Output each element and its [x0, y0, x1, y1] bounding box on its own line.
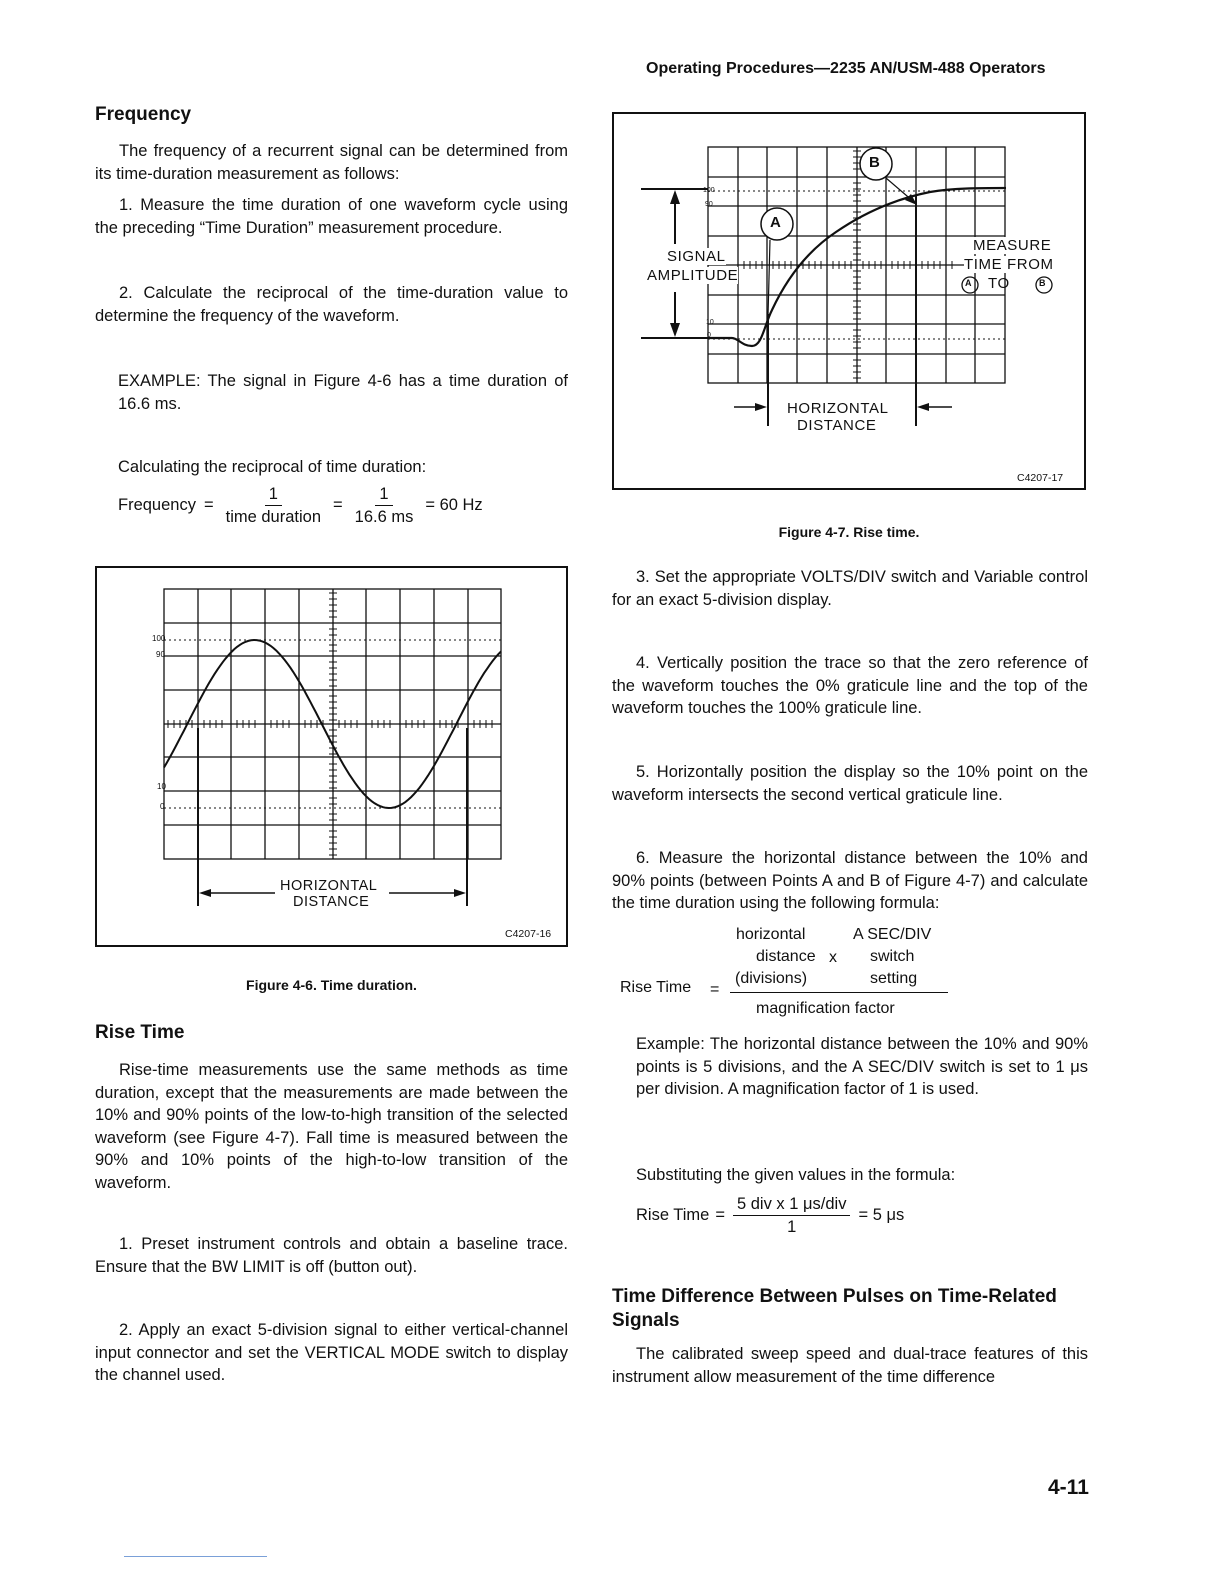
fig7-label-100: 100 — [703, 187, 715, 194]
subst-fraction — [733, 1194, 850, 1237]
figure-4-6 — [95, 566, 568, 947]
subst-den: 1 — [787, 1218, 797, 1236]
frequency-step-1: 1. Measure the time duration of one waveform cycle using the preceding “Time Duration” measurement procedure. — [95, 196, 568, 237]
frequency-intro: The frequency of a recurrent signal can be determined from its time-duration measurement as follows: — [95, 142, 568, 183]
fraction-1-den: time duration — [225, 508, 321, 526]
figure-4-7-caption: Figure 4-7. Rise time. — [778, 524, 920, 540]
rise-step-6: 6. Measure the horizontal distance between the 10% and 90% points (between Points A and B of Figure 4-7) and calculate the time duration using the following formula: — [612, 849, 1088, 912]
fig7-distance-label: DISTANCE — [797, 417, 877, 434]
fig6-label-90: 90 — [156, 650, 165, 659]
subst-intro: Substituting the given values in the formula: — [636, 1166, 956, 1184]
rf-c2-l1: A SEC/DIV — [853, 926, 932, 943]
fraction-1-num: 1 — [265, 484, 282, 506]
rf-eq: = — [710, 981, 720, 998]
frequency-formula — [118, 484, 483, 527]
formula-eq: = — [203, 496, 214, 514]
rf-lhs: Rise Time — [620, 979, 692, 996]
fraction-2-den: 16.6 ms — [354, 508, 414, 526]
subst-eq: = — [715, 1206, 725, 1224]
rise-time-step-2: 2. Apply an exact 5-division signal to either vertical-channel input connector and set the VERTICAL MODE switch to display the channel used. — [95, 1321, 568, 1384]
running-header: Operating Procedures—2235 AN/USM-488 Operators — [646, 60, 1046, 77]
page-number: 4-11 — [1048, 1476, 1089, 1499]
rise-step-4: 4. Vertically position the trace so that the zero reference of the waveform touches the 0% graticule line and the top of the waveform touches the 100% graticule line. — [612, 654, 1088, 717]
rf-c1-l1: horizontal — [736, 926, 806, 943]
fig7-measure-label: MEASURE — [973, 237, 1052, 254]
figure-4-6-caption: Figure 4-6. Time duration. — [246, 977, 417, 993]
fig6-distance-label: DISTANCE — [293, 894, 370, 910]
point-b-label: B — [869, 154, 880, 171]
fig7-time-from-label: TIME FROM — [964, 256, 1054, 273]
time-difference-para: The calibrated sweep speed and dual-trace features of this instrument allow measurement of the time difference — [612, 1345, 1088, 1386]
fig7-to-label: TO — [988, 275, 1010, 292]
fig6-label-100: 100 — [152, 634, 166, 643]
formula-lhs: Frequency — [118, 496, 196, 514]
frequency-calc-intro: Calculating the reciprocal of time duration: — [118, 458, 427, 476]
formula-eq-2: = — [333, 496, 343, 514]
figure-4-7 — [612, 112, 1086, 490]
rise-step-3: 3. Set the appropriate VOLTS/DIV switch and Variable control for an exact 5-division display. — [612, 568, 1088, 609]
fraction-2 — [351, 484, 418, 527]
rf-c1-l2: distance — [756, 948, 816, 965]
footer-rule — [124, 1556, 267, 1557]
fig7-amplitude-label: AMPLITUDE — [647, 267, 739, 284]
fraction-2-num: 1 — [375, 484, 392, 506]
point-a-label: A — [770, 214, 781, 231]
rise-time-step-1: 1. Preset instrument controls and obtain a baseline trace. Ensure that the BW LIMIT is off (button out). — [95, 1235, 568, 1276]
fig6-label-0: 0 — [160, 802, 165, 811]
rf-c1-l3: (divisions) — [735, 970, 808, 987]
subst-result: = 5 μs — [858, 1206, 905, 1224]
formula-result: = 60 Hz — [425, 496, 483, 514]
fig7-label-10: 10 — [706, 319, 714, 326]
subst-num: 5 div x 1 μs/div — [733, 1194, 850, 1216]
rf-den: magnification factor — [756, 1000, 895, 1017]
fig6-horizontal-label: HORIZONTAL — [280, 878, 378, 894]
rf-c2-l2: switch — [870, 948, 915, 965]
fig6-code: C4207-16 — [505, 928, 552, 940]
frequency-step-2: 2. Calculate the reciprocal of the time-duration value to determine the frequency of the waveform. — [95, 284, 568, 325]
fig7-a-small: A — [965, 278, 972, 288]
fraction-1 — [222, 484, 325, 527]
fig7-label-0: 0 — [707, 332, 711, 339]
rf-fraction-bar — [730, 992, 948, 993]
subst-lhs: Rise Time — [636, 1206, 710, 1224]
rise-time-heading: Rise Time — [95, 1022, 185, 1043]
rise-step-5: 5. Horizontally position the display so the 10% point on the waveform intersects the second vertical graticule line. — [612, 763, 1088, 804]
fig7-horizontal-label: HORIZONTAL — [787, 400, 889, 417]
frequency-example: EXAMPLE: The signal in Figure 4-6 has a time duration of 16.6 ms. — [118, 372, 568, 413]
fig7-label-90: 90 — [705, 201, 713, 208]
rise-example: Example: The horizontal distance between the 10% and 90% points is 5 divisions, and the A SEC/DIV switch is set to 1 μs per division. A magnification factor of 1 is used. — [636, 1035, 1088, 1098]
time-difference-heading: Time Difference Between Pulses on Time-Related Signals — [612, 1286, 1057, 1331]
rf-c2-l3: setting — [870, 970, 918, 987]
frequency-heading: Frequency — [95, 104, 192, 125]
fig6-label-10: 10 — [157, 782, 166, 791]
subst-formula — [636, 1194, 904, 1237]
fig7-b-small: B — [1039, 278, 1046, 288]
fig7-signal-label: SIGNAL — [667, 248, 726, 265]
fig7-code: C4207-17 — [1017, 472, 1064, 484]
rf-x: x — [829, 949, 837, 966]
rise-time-intro: Rise-time measurements use the same methods as time duration, except that the measurements are made between the 10% and 90% points of the low-to-high transition of the selected waveform (see Figure 4-7). Fall time is measured between the 90% and 10% points of the high-to-low transition of the waveform. — [95, 1061, 568, 1192]
rise-time-formula — [620, 926, 960, 1026]
